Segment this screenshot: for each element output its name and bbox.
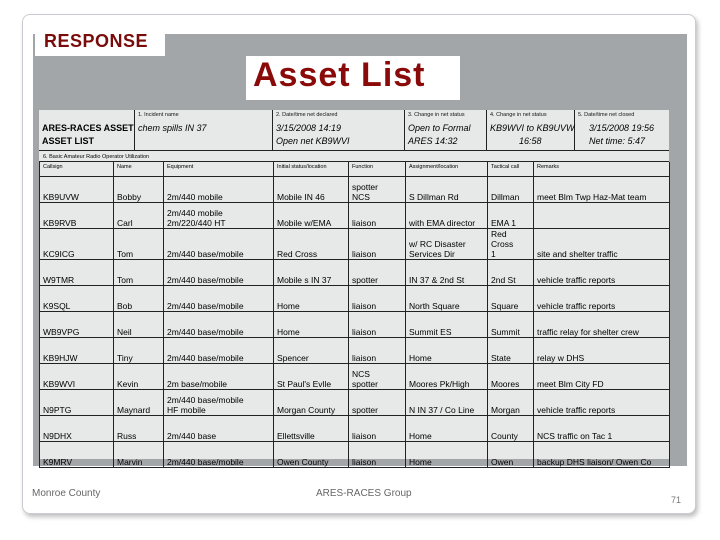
col-initial-status: Initial status/location <box>274 162 349 177</box>
table-row <box>40 416 670 442</box>
initial-status-cell: Morgan County <box>274 390 349 416</box>
col-callsign: Callsign <box>40 162 114 177</box>
function-cell: spotter NCS <box>349 177 406 203</box>
remarks-cell: vehicle traffic reports <box>534 286 670 312</box>
remarks-cell: vehicle traffic reports <box>534 390 670 416</box>
callsign-cell: KB9RVB <box>40 203 114 229</box>
equipment-cell: 2m/440 base/mobile <box>164 229 274 260</box>
equipment-cell: 2m/440 base/mobile <box>164 442 274 468</box>
net-closed-value: 3/15/2008 19:56 <box>589 123 655 133</box>
initial-status-cell: Mobile s IN 37 <box>274 260 349 286</box>
equipment-cell: 2m/440 base/mobile <box>164 260 274 286</box>
function-cell: liaison <box>349 286 406 312</box>
callsign-cell: K9MRV <box>40 442 114 468</box>
tactical-call-cell: Dillman <box>488 177 534 203</box>
net-declared-value: 3/15/2008 14:19 <box>276 123 342 133</box>
section-header: RESPONSE <box>44 31 149 51</box>
initial-status-cell: Mobile w/EMA <box>274 203 349 229</box>
initial-status-cell: Home <box>274 286 349 312</box>
footer-group: ARES-RACES Group <box>316 488 412 499</box>
initial-status-cell: Spencer <box>274 338 349 364</box>
table-row <box>40 338 670 364</box>
incident-name-value: chem spills IN 37 <box>138 123 207 133</box>
callsign-cell: N9PTG <box>40 390 114 416</box>
table-row <box>40 390 670 416</box>
equipment-cell: 2m/440 base/mobile <box>164 286 274 312</box>
equipment-cell: 2m/440 base/mobile <box>164 338 274 364</box>
function-cell: liaison <box>349 416 406 442</box>
table-row <box>40 229 670 260</box>
equipment-cell: 2m/440 mobile 2m/220/440 HT <box>164 203 274 229</box>
equipment-cell: 2m/440 base <box>164 416 274 442</box>
assignment-cell: N IN 37 / Co Line <box>406 390 488 416</box>
net-declared-note: Open net KB9WVI <box>276 136 350 146</box>
callsign-cell: KC9ICG <box>40 229 114 260</box>
tactical-call-cell: Red Cross 1 <box>488 229 534 260</box>
net-time-value: Net time: 5:47 <box>589 136 646 146</box>
assignment-cell: with EMA director <box>406 203 488 229</box>
function-cell: NCS spotter <box>349 364 406 390</box>
remarks-cell: backup DHS liaison/ Owen Co <box>534 442 670 468</box>
col-assignment: Assignment/location <box>406 162 488 177</box>
name-cell: Neil <box>114 312 164 338</box>
status-change-1-value: Open to Formal <box>408 123 471 133</box>
callsign-cell: K9SQL <box>40 286 114 312</box>
assignment-cell: Home <box>406 338 488 364</box>
tactical-call-cell: County <box>488 416 534 442</box>
name-cell: Maynard <box>114 390 164 416</box>
status-change-2-value: KB9WVI to KB9UVW <box>490 123 575 133</box>
assignment-cell: North Square <box>406 286 488 312</box>
table-row <box>40 203 670 229</box>
tactical-call-cell: Morgan <box>488 390 534 416</box>
form-title-line2: ASSET LIST <box>42 136 95 146</box>
table-row <box>40 286 670 312</box>
operator-table <box>39 162 670 468</box>
col-function: Function <box>349 162 406 177</box>
remarks-cell: meet Blm Twp Haz-Mat team <box>534 177 670 203</box>
status-change-1-time: ARES 14:32 <box>408 136 458 146</box>
remarks-cell: meet Blm City FD <box>534 364 670 390</box>
incident-name-cell: 1. Incident name chem spills IN 37 <box>135 110 273 150</box>
status-change-2-time: 16:58 <box>519 136 542 146</box>
initial-status-cell: Home <box>274 312 349 338</box>
function-cell: liaison <box>349 442 406 468</box>
tactical-call-cell: Owen <box>488 442 534 468</box>
callsign-cell: N9DHX <box>40 416 114 442</box>
form-title-cell <box>39 110 135 150</box>
assignment-cell: Summit ES <box>406 312 488 338</box>
assignment-cell: Home <box>406 442 488 468</box>
assignment-cell: Moores Pk/High <box>406 364 488 390</box>
status-change-2-cell: 4. Change in net status KB9WVI to KB9UVW 16:58 <box>487 110 575 150</box>
tactical-call-cell: State <box>488 338 534 364</box>
assignment-cell: S Dillman Rd <box>406 177 488 203</box>
remarks-cell: vehicle traffic reports <box>534 260 670 286</box>
tactical-call-cell: Square <box>488 286 534 312</box>
remarks-cell: site and shelter traffic <box>534 229 670 260</box>
remarks-cell: NCS traffic on Tac 1 <box>534 416 670 442</box>
table-header-row <box>40 162 670 177</box>
net-declared-cell: 2. Date/time net declared 3/15/2008 14:19 Open net KB9WVI <box>273 110 405 150</box>
assignment-cell: w/ RC Disaster Services Dir <box>406 229 488 260</box>
initial-status-cell: Ellettsville <box>274 416 349 442</box>
col-equipment: Equipment <box>164 162 274 177</box>
name-cell: Carl <box>114 203 164 229</box>
name-cell: Kevin <box>114 364 164 390</box>
footer-organization: Monroe County <box>32 488 101 499</box>
function-cell: liaison <box>349 229 406 260</box>
equipment-cell: 2m base/mobile <box>164 364 274 390</box>
table-row <box>40 260 670 286</box>
callsign-cell: W9TMR <box>40 260 114 286</box>
function-cell: spotter <box>349 390 406 416</box>
initial-status-cell: Mobile IN 46 <box>274 177 349 203</box>
remarks-cell <box>534 203 670 229</box>
remarks-cell: traffic relay for shelter crew <box>534 312 670 338</box>
callsign-cell: KB9HJW <box>40 338 114 364</box>
table-row <box>40 442 670 468</box>
form-header-grid <box>39 110 669 150</box>
equipment-cell: 2m/440 base/mobile <box>164 312 274 338</box>
callsign-cell: KB9UVW <box>40 177 114 203</box>
tactical-call-cell: Summit <box>488 312 534 338</box>
callsign-cell: KB9WVI <box>40 364 114 390</box>
equipment-cell: 2m/440 base/mobile HF mobile <box>164 390 274 416</box>
form-title-line1: ARES-RACES ASSET <box>42 123 134 133</box>
tactical-call-cell: 2nd St <box>488 260 534 286</box>
name-cell: Bob <box>114 286 164 312</box>
table-row <box>40 177 670 203</box>
initial-status-cell: Owen County <box>274 442 349 468</box>
name-cell: Tom <box>114 229 164 260</box>
assignment-cell: Home <box>406 416 488 442</box>
col-tactical-call: Tactical call <box>488 162 534 177</box>
function-cell: spotter <box>349 260 406 286</box>
callsign-cell: WB9VPG <box>40 312 114 338</box>
net-closed-cell: 5. Date/time net closed 3/15/2008 19:56 Net time: 5:47 <box>578 112 655 146</box>
function-cell: liaison <box>349 203 406 229</box>
remarks-cell: relay w DHS <box>534 338 670 364</box>
function-cell: liaison <box>349 338 406 364</box>
initial-status-cell: St Paul's Evlle <box>274 364 349 390</box>
table-row <box>40 312 670 338</box>
status-change-1-cell: 3. Change in net status Open to Formal ARES 14:32 <box>405 110 487 150</box>
equipment-cell: 2m/440 mobile <box>164 177 274 203</box>
name-cell: Marvin <box>114 442 164 468</box>
name-cell: Russ <box>114 416 164 442</box>
name-cell: Tom <box>114 260 164 286</box>
slide-title: Asset List <box>253 56 426 94</box>
tactical-call-cell: Moores <box>488 364 534 390</box>
section-6-label: 6. Basic Amateur Radio Operator Utilization <box>39 150 669 162</box>
function-cell: liaison <box>349 312 406 338</box>
tactical-call-cell: EMA 1 <box>488 203 534 229</box>
col-name: Name <box>114 162 164 177</box>
assignment-cell: IN 37 & 2nd St <box>406 260 488 286</box>
page-number: 71 <box>671 495 682 505</box>
col-remarks: Remarks <box>534 162 670 177</box>
name-cell: Tiny <box>114 338 164 364</box>
initial-status-cell: Red Cross <box>274 229 349 260</box>
name-cell: Bobby <box>114 177 164 203</box>
table-row <box>40 364 670 390</box>
